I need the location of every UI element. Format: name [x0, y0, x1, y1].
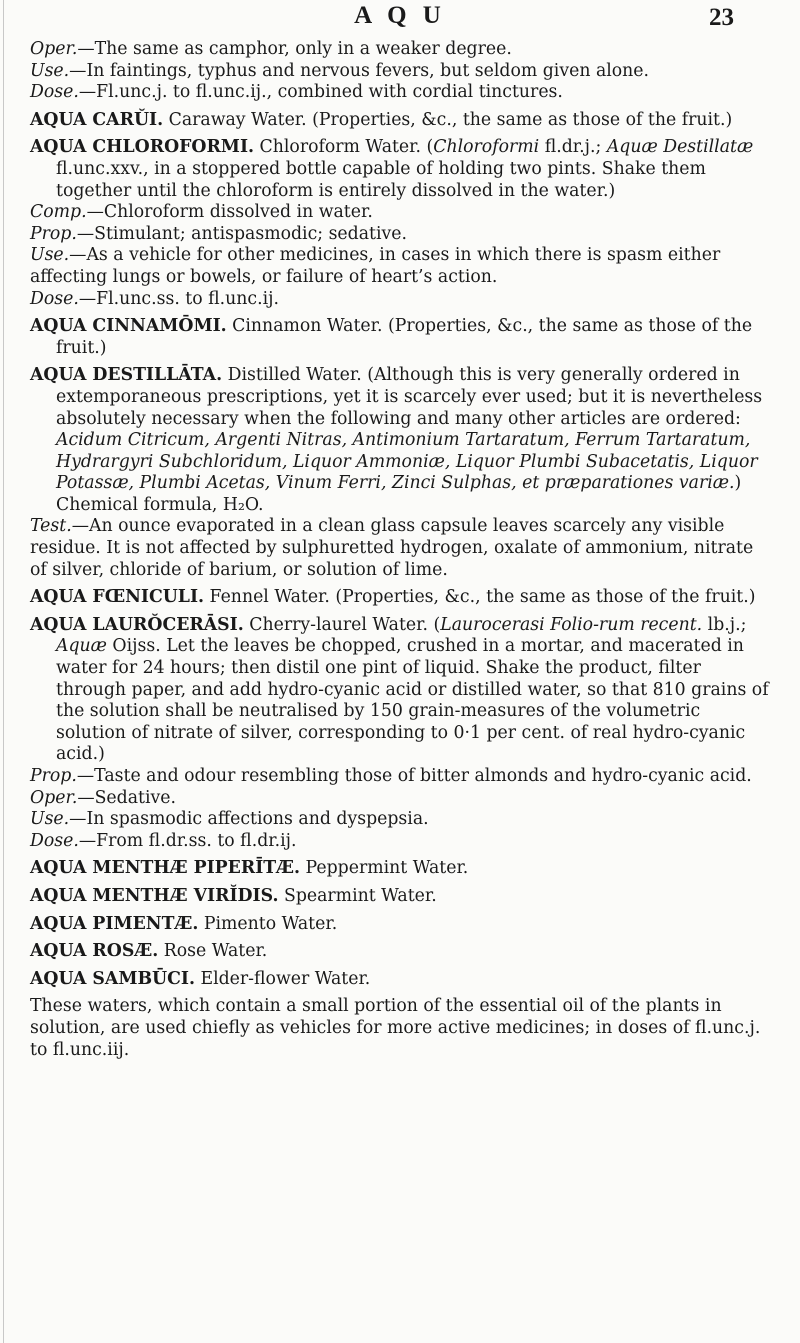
- sub-entry: [30, 224, 775, 246]
- entry-italic-text: Acidum Citricum, Argenti Nitras, Antimonium Tartaratum, Ferrum Tartaratum, Hydrargyri Subchloridum, Liquor Ammoniæ, Liquor Plumbi Subacetatis, Liquor Potassæ, Plumbi Acetas, Vinum Ferri, Zinci Sulphas, et præparationes variæ.: [56, 430, 758, 494]
- dictionary-entry: [30, 587, 775, 609]
- dictionary-entry: [30, 316, 775, 359]
- entry-headword: AQUA DESTILLĀTA.: [30, 365, 223, 386]
- sub-entry: [30, 831, 775, 853]
- entry-text: Spearmint Water.: [278, 885, 437, 906]
- entry-headword: AQUA MENTHÆ PIPERĪTÆ.: [30, 858, 301, 879]
- entry-text: Oijss. Let the leaves be chopped, crushed in a mortar, and macerated in water for 24 hours; then distil one pint of liquid. Shake the product, filter through paper, and add hydro-cyanic acid or distilled water, so that 810 grains of the solution shall be neutralised by 150 grain-measures of the volumetric solution of nitrate of silver, corresponding to 0·1 per cent. of real hydro-cyanic acid.): [56, 636, 769, 765]
- sub-entry-text: —From fl.dr.ss. to fl.dr.ij.: [78, 830, 297, 851]
- sub-entry-label: Prop.: [30, 766, 77, 786]
- entry-text: Distilled Water. (Although this is very generally ordered in extemporaneous prescriptions, yet it is scarcely ever used; but it is nevertheless absolutely necessary when the following and many other articles are ordered:: [56, 365, 763, 429]
- sub-entry: [30, 82, 775, 104]
- dictionary-text: [30, 39, 775, 1061]
- entry-text: fl.dr.j.;: [539, 137, 607, 158]
- sub-entry-label: Dose.: [30, 82, 79, 103]
- entry-text: Caraway Water. (Properties, &c., the same as those of the fruit.): [163, 109, 733, 130]
- sub-entry: [30, 245, 775, 288]
- entry-text: Pimento Water.: [198, 913, 338, 934]
- sub-entry-label: Prop.: [30, 223, 77, 244]
- sub-entry: [30, 39, 775, 61]
- entry-text: Peppermint Water.: [300, 858, 469, 879]
- sub-entry-text: —In faintings, typhus and nervous fevers, but seldom given alone.: [69, 60, 650, 81]
- entry-text: Fennel Water. (Properties, &c., the same as those of the fruit.): [204, 587, 756, 608]
- page-number: 23: [709, 4, 734, 31]
- closing-note: [30, 996, 775, 1061]
- entry-italic-text: Laurocerasi Folio-rum recent.: [440, 614, 703, 635]
- dictionary-entry: [30, 858, 775, 880]
- dictionary-entry: [30, 615, 775, 766]
- entry-headword: AQUA MENTHÆ VIRĬDIS.: [30, 885, 279, 906]
- sub-entry: [30, 289, 775, 311]
- entry-text: lb.j.;: [702, 614, 747, 635]
- sub-entry-text: —As a vehicle for other medicines, in cases in which there is spasm either affecting lungs or bowels, or failure of heart’s action.: [30, 245, 721, 287]
- sub-entry-text: —Fl.unc.j. to fl.unc.ij., combined with cordial tinctures.: [78, 82, 563, 103]
- dictionary-entry: [30, 110, 775, 132]
- sub-entry-label: Use.: [30, 245, 70, 266]
- entry-text: ) Chemical formula, H₂O.: [56, 473, 742, 515]
- sub-entry-text: —Sedative.: [77, 787, 176, 808]
- entry-headword: AQUA SAMBŪCI.: [30, 968, 195, 989]
- sub-entry-text: —An ounce evaporated in a clean glass capsule leaves scarcely any visible residue. It is not affected by sulphuretted hydrogen, oxalate of ammonium, nitrate of silver, chloride of barium, or solution of lime.: [30, 516, 754, 580]
- closing-note-text: These waters, which contain a small portion of the essential oil of the plants in solution, are used chiefly as vehicles for more active medicines; in doses of fl.unc.j. to fl.unc.iij.: [30, 996, 761, 1060]
- dictionary-entry: [30, 886, 775, 908]
- entry-text: fl.unc.xxv., in a stoppered bottle capable of holding two pints. Shake them together until the chloroform is entirely dissolved in the water.): [56, 158, 706, 201]
- running-head: A Q U: [354, 2, 446, 29]
- entry-text: Cherry-laurel Water. (: [243, 614, 441, 635]
- sub-entry: [30, 788, 775, 810]
- entry-text: Elder-flower Water.: [194, 968, 371, 989]
- entry-headword: AQUA LAURŎCERĀSI.: [30, 614, 244, 635]
- dictionary-entry: [30, 914, 775, 936]
- dictionary-entry: [30, 941, 775, 963]
- sub-entry: [30, 516, 775, 581]
- entry-headword: AQUA ROSÆ.: [30, 941, 159, 962]
- sub-entry-label: Oper.: [30, 39, 78, 59]
- dictionary-entry: [30, 969, 775, 991]
- entry-text: Rose Water.: [158, 941, 268, 962]
- sub-entry-text: —Fl.unc.ss. to fl.unc.ij.: [78, 288, 279, 309]
- sub-entry: [30, 202, 775, 224]
- entry-headword: AQUA CARŬI.: [30, 109, 164, 130]
- sub-entry: [30, 61, 775, 83]
- entry-headword: AQUA CINNAMŌMI.: [30, 316, 227, 337]
- sub-entry-label: Comp.: [30, 202, 87, 223]
- page-edge-rule: [3, 0, 4, 1343]
- entry-italic-text: Aquæ Destillatæ: [606, 137, 754, 158]
- page-header: [0, 0, 800, 40]
- entry-italic-text: Chloroformi: [433, 137, 540, 158]
- sub-entry-label: Oper.: [30, 787, 78, 808]
- sub-entry-text: —Stimulant; antispasmodic; sedative.: [76, 223, 407, 244]
- sub-entry-text: —The same as camphor, only in a weaker degree.: [77, 39, 512, 59]
- entry-headword: AQUA PIMENTÆ.: [30, 913, 199, 934]
- sub-entry-text: —Chloroform dissolved in water.: [86, 202, 373, 223]
- entry-text: Chloroform Water. (: [254, 137, 434, 158]
- entry-headword: AQUA CHLOROFORMI.: [30, 137, 255, 158]
- sub-entry-label: Use.: [30, 809, 70, 830]
- sub-entry: [30, 766, 775, 788]
- entry-italic-text: Aquæ: [56, 636, 107, 657]
- dictionary-entry: [30, 137, 775, 202]
- sub-entry-text: —In spasmodic affections and dyspepsia.: [69, 809, 429, 830]
- dictionary-entry: [30, 365, 775, 516]
- sub-entry-label: Test.: [30, 516, 72, 537]
- sub-entry-text: —Taste and odour resembling those of bitter almonds and hydro-cyanic acid.: [76, 766, 752, 786]
- sub-entry-label: Use.: [30, 60, 70, 81]
- sub-entry: [30, 809, 775, 831]
- entry-headword: AQUA FŒNICULI.: [30, 587, 205, 608]
- sub-entry-label: Dose.: [30, 830, 79, 851]
- entry-text: Cinnamon Water. (Properties, &c., the same as those of the fruit.): [56, 316, 753, 358]
- sub-entry-label: Dose.: [30, 288, 79, 309]
